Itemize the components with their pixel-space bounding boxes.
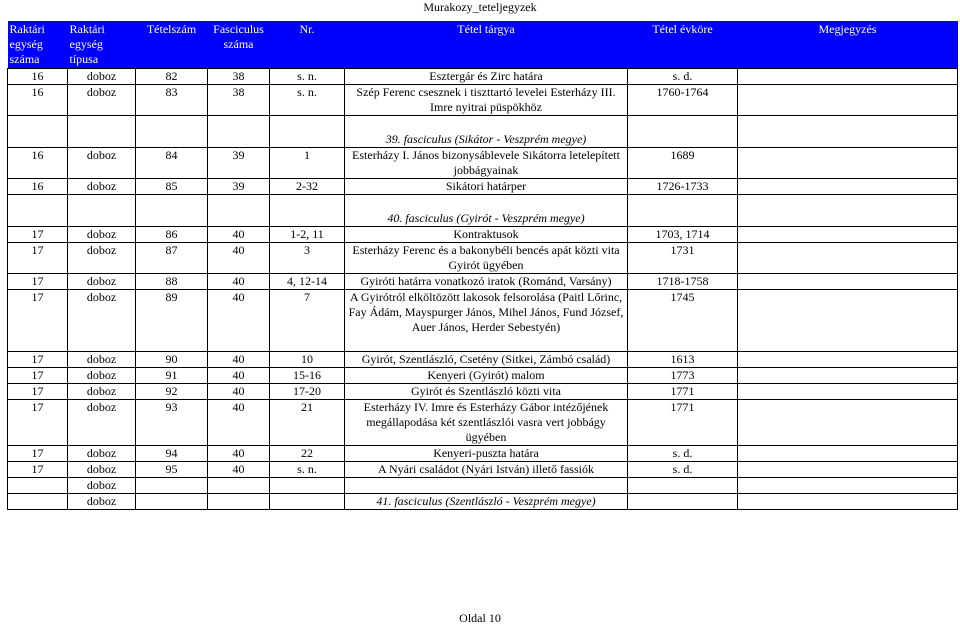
- cell-unit-type: doboz: [68, 352, 136, 368]
- table-row: [8, 243, 958, 274]
- cell-unit-number: [8, 116, 68, 148]
- cell-subject: Szép Ferenc csesznek i tiszttartó levelei Esterházy III. Imre nyitrai püspökhöz: [345, 85, 628, 116]
- cell-years: 1771: [628, 400, 738, 446]
- cell-fasciculus: 40: [208, 384, 270, 400]
- cell-fasciculus: [208, 494, 270, 510]
- cell-item-number: 84: [136, 148, 208, 179]
- cell-nr: [270, 195, 345, 227]
- cell-fasciculus: 40: [208, 462, 270, 478]
- cell-unit-number: 17: [8, 352, 68, 368]
- cell-notes: [738, 85, 958, 116]
- table-row: [8, 400, 958, 446]
- cell-years: 1726-1733: [628, 179, 738, 195]
- cell-item-number: 95: [136, 462, 208, 478]
- cell-unit-type: doboz: [68, 274, 136, 290]
- cell-unit-number: [8, 494, 68, 510]
- cell-years: 1771: [628, 384, 738, 400]
- cell-unit-type: doboz: [68, 446, 136, 462]
- cell-subject: Gyirót és Szentlászló közti vita: [345, 384, 628, 400]
- cell-notes: [738, 384, 958, 400]
- cell-unit-type: doboz: [68, 494, 136, 510]
- cell-nr: 4, 12-14: [270, 274, 345, 290]
- cell-fasciculus: 38: [208, 85, 270, 116]
- cell-item-number: 88: [136, 274, 208, 290]
- cell-subject: Kenyeri (Gyirót) malom: [345, 368, 628, 384]
- cell-subject: Sikátori határper: [345, 179, 628, 195]
- cell-subject: Esterházy IV. Imre és Esterházy Gábor intézőjének megállapodása két szentlászlói vasra vert jobbágy ügyében: [345, 400, 628, 446]
- cell-nr: [270, 494, 345, 510]
- cell-notes: [738, 400, 958, 446]
- header-subject: Tétel tárgya: [345, 21, 628, 69]
- cell-notes: [738, 478, 958, 494]
- cell-unit-type: doboz: [68, 368, 136, 384]
- table-row: [8, 274, 958, 290]
- cell-unit-number: 17: [8, 446, 68, 462]
- cell-item-number: 94: [136, 446, 208, 462]
- table-row: [8, 494, 958, 510]
- cell-nr: [270, 116, 345, 148]
- cell-unit-type: [68, 195, 136, 227]
- cell-notes: [738, 69, 958, 85]
- inventory-table: [7, 21, 958, 510]
- cell-years: 1731: [628, 243, 738, 274]
- cell-fasciculus: [208, 478, 270, 494]
- header-notes: Megjegyzés: [738, 21, 958, 69]
- fasciculus-heading: 40. fasciculus (Gyirót - Veszprém megye): [345, 195, 628, 227]
- cell-years: [628, 116, 738, 148]
- cell-fasciculus: 39: [208, 179, 270, 195]
- cell-unit-number: 16: [8, 69, 68, 85]
- table-row: [8, 384, 958, 400]
- cell-unit-number: [8, 195, 68, 227]
- cell-years: 1718-1758: [628, 274, 738, 290]
- cell-unit-type: doboz: [68, 148, 136, 179]
- cell-fasciculus: 39: [208, 148, 270, 179]
- cell-fasciculus: 38: [208, 69, 270, 85]
- header-unit-number: Raktári egység száma: [8, 21, 68, 69]
- cell-unit-number: 17: [8, 462, 68, 478]
- table-row: [8, 368, 958, 384]
- cell-unit-number: 17: [8, 243, 68, 274]
- table-row: [8, 446, 958, 462]
- page-footer: Oldal 10: [459, 611, 501, 625]
- cell-item-number: [136, 494, 208, 510]
- cell-item-number: [136, 478, 208, 494]
- cell-unit-number: 17: [8, 227, 68, 243]
- cell-years: 1703, 1714: [628, 227, 738, 243]
- fasciculus-heading: 39. fasciculus (Sikátor - Veszprém megye): [345, 116, 628, 148]
- cell-notes: [738, 179, 958, 195]
- cell-unit-number: 17: [8, 400, 68, 446]
- cell-item-number: 93: [136, 400, 208, 446]
- cell-fasciculus: 40: [208, 352, 270, 368]
- cell-nr: s. n.: [270, 85, 345, 116]
- header-nr: Nr.: [270, 21, 345, 69]
- cell-unit-type: doboz: [68, 290, 136, 352]
- cell-item-number: [136, 195, 208, 227]
- cell-years: s. d.: [628, 446, 738, 462]
- cell-years: [628, 478, 738, 494]
- table-row: [8, 148, 958, 179]
- header-item-number: Tételszám: [136, 21, 208, 69]
- cell-nr: 15-16: [270, 368, 345, 384]
- table-row: [8, 352, 958, 368]
- cell-unit-type: doboz: [68, 243, 136, 274]
- cell-notes: [738, 446, 958, 462]
- cell-nr: 2-32: [270, 179, 345, 195]
- cell-years: 1689: [628, 148, 738, 179]
- cell-unit-type: doboz: [68, 384, 136, 400]
- cell-fasciculus: 40: [208, 400, 270, 446]
- cell-unit-type: doboz: [68, 69, 136, 85]
- cell-unit-type: doboz: [68, 462, 136, 478]
- cell-unit-type: doboz: [68, 400, 136, 446]
- cell-fasciculus: 40: [208, 290, 270, 352]
- cell-notes: [738, 494, 958, 510]
- cell-unit-number: [8, 478, 68, 494]
- table-row: [8, 116, 958, 148]
- cell-nr: 21: [270, 400, 345, 446]
- cell-notes: [738, 227, 958, 243]
- cell-fasciculus: [208, 195, 270, 227]
- cell-item-number: 82: [136, 69, 208, 85]
- cell-notes: [738, 148, 958, 179]
- cell-notes: [738, 116, 958, 148]
- fasciculus-heading: 41. fasciculus (Szentlászló - Veszprém megye): [345, 494, 628, 510]
- table-header-row: [8, 21, 958, 69]
- table-row: [8, 179, 958, 195]
- cell-notes: [738, 274, 958, 290]
- table-row: [8, 462, 958, 478]
- table-row: [8, 85, 958, 116]
- cell-unit-number: 16: [8, 179, 68, 195]
- cell-subject: [345, 478, 628, 494]
- cell-unit-type: doboz: [68, 179, 136, 195]
- cell-subject: Esterházy I. János bizonysáblevele Sikátorra letelepített jobbágyainak: [345, 148, 628, 179]
- cell-years: [628, 195, 738, 227]
- cell-years: 1760-1764: [628, 85, 738, 116]
- cell-years: 1745: [628, 290, 738, 352]
- cell-unit-number: 17: [8, 384, 68, 400]
- cell-unit-number: 17: [8, 368, 68, 384]
- cell-subject: A Gyirótról elköltözött lakosok felsorolása (Paitl Lőrinc, Fay Ádám, Mayspurger János, Mihel János, Fund József, Auer János, Herder Sebestyén): [345, 290, 628, 352]
- cell-item-number: 91: [136, 368, 208, 384]
- cell-item-number: 86: [136, 227, 208, 243]
- cell-fasciculus: 40: [208, 274, 270, 290]
- cell-item-number: 92: [136, 384, 208, 400]
- cell-years: 1613: [628, 352, 738, 368]
- cell-fasciculus: 40: [208, 243, 270, 274]
- cell-nr: 17-20: [270, 384, 345, 400]
- cell-nr: s. n.: [270, 462, 345, 478]
- cell-fasciculus: 40: [208, 446, 270, 462]
- cell-item-number: 90: [136, 352, 208, 368]
- header-fasciculus: Fasciculus száma: [208, 21, 270, 69]
- cell-notes: [738, 243, 958, 274]
- cell-notes: [738, 462, 958, 478]
- cell-fasciculus: 40: [208, 368, 270, 384]
- cell-unit-number: 17: [8, 274, 68, 290]
- cell-subject: A Nyári családot (Nyári István) illető fassiók: [345, 462, 628, 478]
- cell-years: s. d.: [628, 462, 738, 478]
- table-row: [8, 227, 958, 243]
- cell-fasciculus: 40: [208, 227, 270, 243]
- cell-nr: 1: [270, 148, 345, 179]
- cell-subject: Kontraktusok: [345, 227, 628, 243]
- cell-fasciculus: [208, 116, 270, 148]
- cell-unit-type: doboz: [68, 227, 136, 243]
- cell-item-number: 89: [136, 290, 208, 352]
- cell-nr: s. n.: [270, 69, 345, 85]
- cell-item-number: [136, 116, 208, 148]
- cell-item-number: 83: [136, 85, 208, 116]
- cell-years: s. d.: [628, 69, 738, 85]
- cell-unit-type: doboz: [68, 85, 136, 116]
- cell-nr: 7: [270, 290, 345, 352]
- cell-notes: [738, 368, 958, 384]
- cell-nr: 1-2, 11: [270, 227, 345, 243]
- document-title: Murakozy_teteljegyzek: [423, 0, 537, 14]
- cell-unit-number: 17: [8, 290, 68, 352]
- table-row: [8, 290, 958, 352]
- cell-years: [628, 494, 738, 510]
- cell-years: 1773: [628, 368, 738, 384]
- table-row: [8, 478, 958, 494]
- header-years: Tétel évköre: [628, 21, 738, 69]
- cell-nr: 10: [270, 352, 345, 368]
- table-row: [8, 195, 958, 227]
- cell-notes: [738, 290, 958, 352]
- cell-unit-number: 16: [8, 85, 68, 116]
- cell-subject: Gyirót, Szentlászló, Csetény (Sitkei, Zámbó család): [345, 352, 628, 368]
- cell-unit-type: [68, 116, 136, 148]
- cell-unit-number: 16: [8, 148, 68, 179]
- cell-item-number: 85: [136, 179, 208, 195]
- cell-notes: [738, 195, 958, 227]
- cell-subject: Gyiróti határra vonatkozó iratok (Románd, Varsány): [345, 274, 628, 290]
- cell-notes: [738, 352, 958, 368]
- cell-item-number: 87: [136, 243, 208, 274]
- table-row: [8, 69, 958, 85]
- cell-nr: 3: [270, 243, 345, 274]
- cell-nr: 22: [270, 446, 345, 462]
- cell-subject: Kenyeri-puszta határa: [345, 446, 628, 462]
- cell-nr: [270, 478, 345, 494]
- cell-subject: Esterházy Ferenc és a bakonybéli bencés apát közti vita Gyirót ügyében: [345, 243, 628, 274]
- header-unit-type: Raktári egység típusa: [68, 21, 136, 69]
- cell-unit-type: doboz: [68, 478, 136, 494]
- cell-subject: Esztergár és Zirc határa: [345, 69, 628, 85]
